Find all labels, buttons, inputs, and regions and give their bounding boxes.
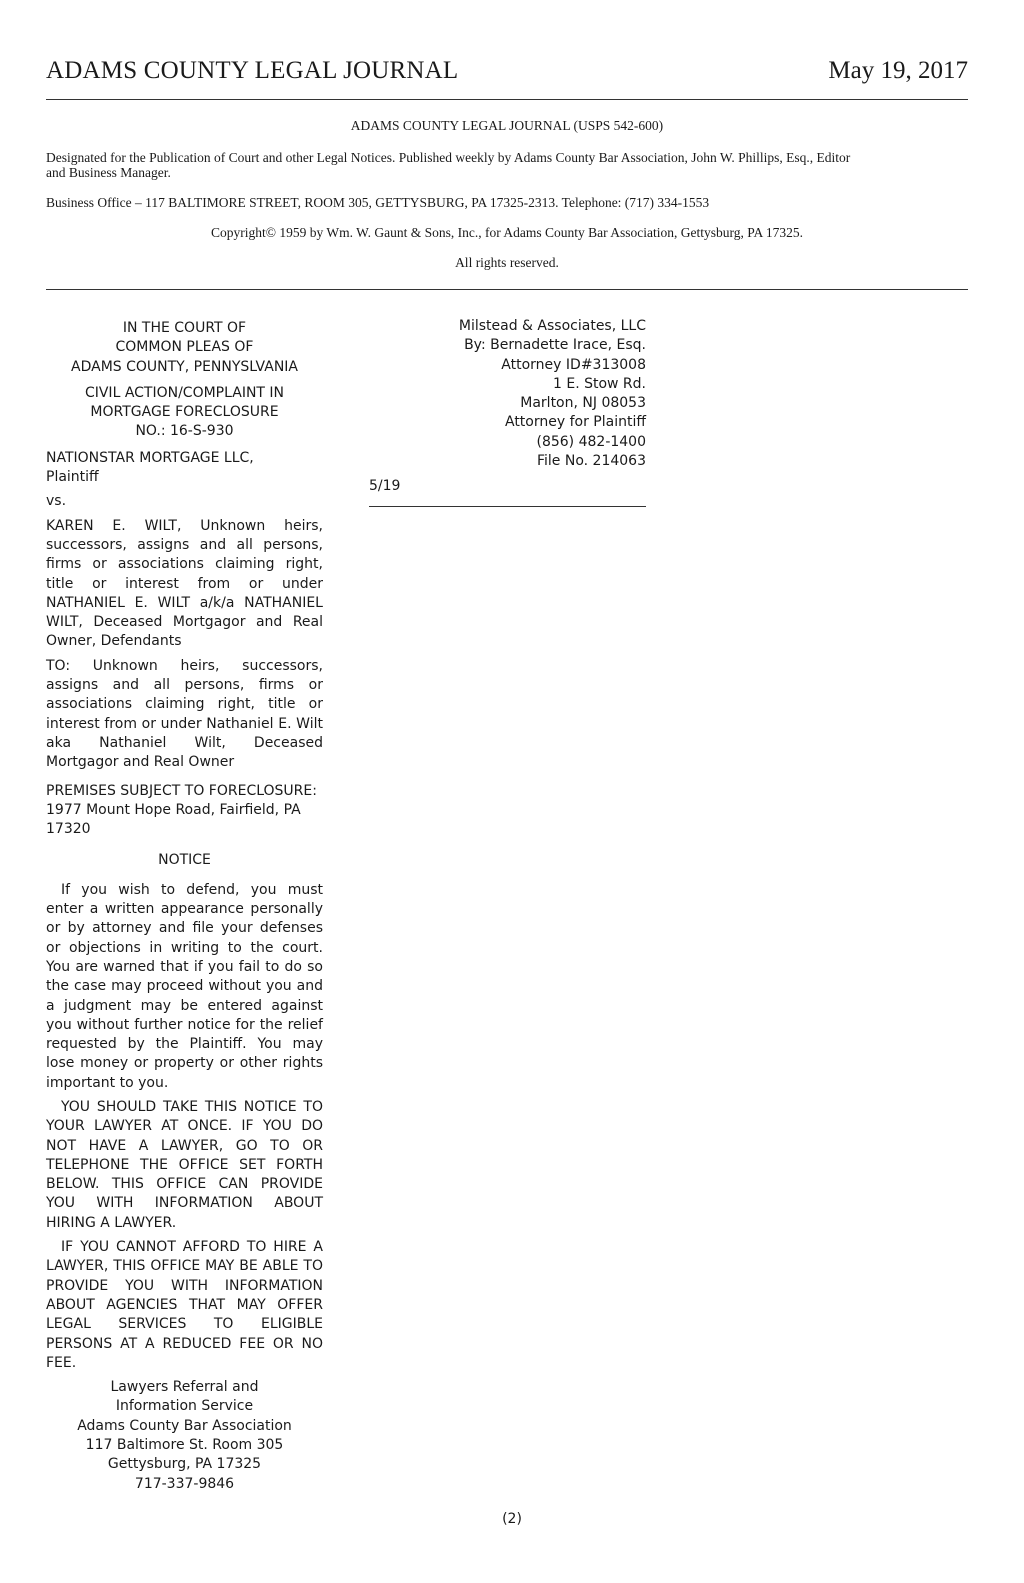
case-number: NO.: 16-S-930 bbox=[135, 423, 234, 440]
defendants: KAREN E. WILT, Unknown heirs, successors, assigns and all persons, firms or associations claiming right, title or interest from or under NATHANIEL E. WILT a/k/a NATHANIEL WILT, Deceased Mortgagor and Real Owner, Defendants bbox=[46, 517, 323, 650]
attorney-phone: (856) 482-1400 bbox=[536, 433, 646, 450]
action-line-2: MORTGAGE FORECLOSURE bbox=[90, 404, 279, 421]
masthead-copyright: Copyright© 1959 by Wm. W. Gaunt & Sons, Inc., for Adams County Bar Association, Gettysburg, PA 17325. bbox=[210, 225, 804, 240]
masthead-business-office: Business Office – 117 BALTIMORE STREET, ROOM 305, GETTYSBURG, PA 17325-2313. Telephone: (717) 334-1553 bbox=[46, 195, 710, 210]
masthead-divider bbox=[46, 289, 968, 290]
referral-line-1: Lawyers Referral and bbox=[110, 1379, 259, 1396]
plaintiff-name: NATIONSTAR MORTGAGE LLC, bbox=[46, 449, 254, 466]
referral-line-4: 117 Baltimore St. Room 305 bbox=[85, 1437, 284, 1454]
plaintiff-label: Plaintiff bbox=[46, 469, 99, 486]
issue-date: May 19, 2017 bbox=[828, 57, 968, 84]
court-line-1: IN THE COURT OF bbox=[122, 320, 247, 336]
attorney-column bbox=[369, 317, 646, 494]
masthead-designation: Designated for the Publication of Court and other Legal Notices. Published weekly by Adams County Bar Association, John W. Phillips, Esq., Editor and Business Manager. bbox=[46, 150, 851, 180]
masthead-rights: All rights reserved. bbox=[455, 255, 559, 270]
attorney-city: Marlton, NJ 08053 bbox=[520, 395, 646, 412]
journal-title: ADAMS COUNTY LEGAL JOURNAL bbox=[46, 57, 459, 84]
publication-dateline: 5/19 bbox=[369, 478, 401, 494]
page-number: (2) bbox=[502, 1511, 522, 1527]
attorney-name: By: Bernadette Irace, Esq. bbox=[464, 337, 646, 354]
referral-line-3: Adams County Bar Association bbox=[77, 1417, 292, 1434]
masthead-title: ADAMS COUNTY LEGAL JOURNAL (USPS 542-600) bbox=[350, 118, 664, 133]
legal-notice-column bbox=[46, 319, 323, 1494]
attorney-id: Attorney ID#313008 bbox=[501, 356, 646, 373]
court-line-3: ADAMS COUNTY, PENNYSLVANIA bbox=[71, 358, 298, 375]
notice-recipients: TO: Unknown heirs, successors, assigns and all persons, firms or associations claiming right, title or interest from or under Nathaniel E. Wilt aka Nathaniel Wilt, Deceased Mortgagor and Real Owner bbox=[46, 657, 323, 771]
attorney-role: Attorney for Plaintiff bbox=[504, 414, 646, 431]
referral-line-2: Information Service bbox=[115, 1398, 254, 1415]
notice-heading: NOTICE bbox=[158, 852, 211, 869]
referral-line-5: Gettysburg, PA 17325 bbox=[107, 1456, 262, 1473]
journal-header bbox=[46, 57, 968, 100]
notice-paragraph-3: IF YOU CANNOT AFFORD TO HIRE A LAWYER, THIS OFFICE MAY BE ABLE TO PROVIDE YOU WITH INFORMATION ABOUT AGENCIES THAT MAY OFFER LEGAL SERVICES TO ELIGIBLE PERSONS AT A REDUCED FEE OR NO FEE. bbox=[46, 1239, 323, 1371]
attorney-street: 1 E. Stow Rd. bbox=[552, 375, 646, 392]
notice-paragraph-2: YOU SHOULD TAKE THIS NOTICE TO YOUR LAWYER AT ONCE. IF YOU DO NOT HAVE A LAWYER, GO TO OR TELEPHONE THE OFFICE SET FORTH BELOW. THIS OFFICE CAN PROVIDE YOU WITH INFORMATION ABOUT HIRING A LAWYER. bbox=[46, 1098, 323, 1231]
attorney-file-number: File No. 214063 bbox=[536, 453, 646, 470]
premises: PREMISES SUBJECT TO FORECLOSURE: 1977 Mount Hope Road, Fairfield, PA 17320 bbox=[46, 782, 317, 838]
attorney-firm: Milstead & Associates, LLC bbox=[458, 318, 646, 334]
versus: vs. bbox=[46, 493, 67, 510]
notice-paragraph-1: If you wish to defend, you must enter a written appearance personally or by attorney and file your defenses or objections in writing to the court. You are warned that if you fail to do so the case may proceed without you and a judgment may be entered against you without further notice for the relief requested by the Plaintiff. You may lose money or property or other rights important to you. bbox=[46, 881, 323, 1091]
action-line-1: CIVIL ACTION/COMPLAINT IN bbox=[84, 384, 285, 401]
referral-line-6: 717-337-9846 bbox=[134, 1475, 235, 1492]
notice-end-rule bbox=[369, 506, 646, 507]
court-line-2: COMMON PLEAS OF bbox=[115, 339, 254, 356]
